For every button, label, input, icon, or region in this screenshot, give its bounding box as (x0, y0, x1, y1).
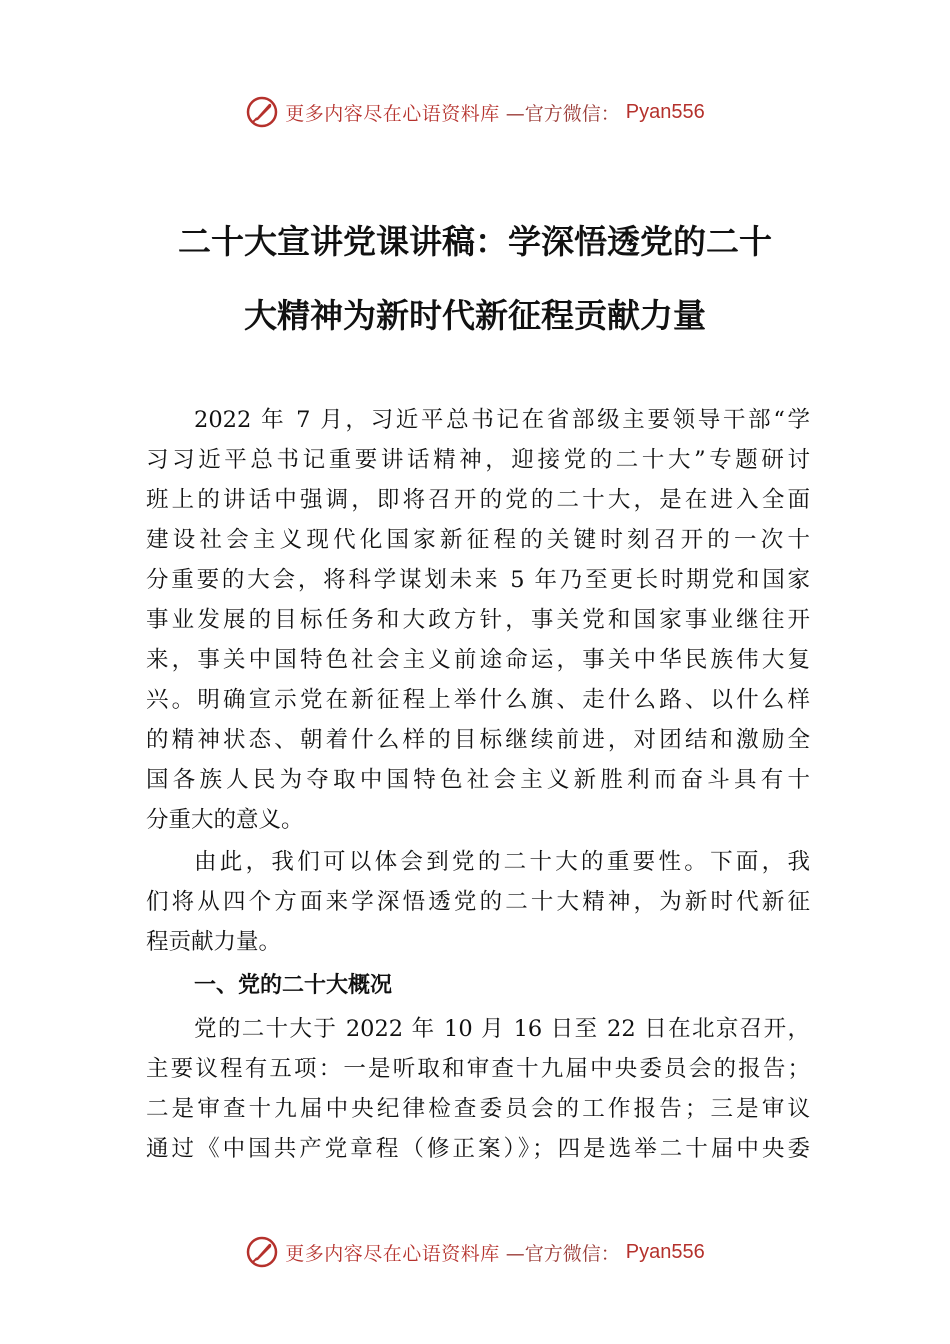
watermark-separator: —官方微信： (505, 102, 620, 125)
watermark-banner-bottom (0, 1232, 950, 1272)
watermark-text: 更多内容尽在心语资料库 (285, 1242, 500, 1265)
watermark-wechat-id: Pyan556 (625, 100, 705, 123)
watermark-wechat-id: Pyan556 (625, 1240, 705, 1263)
paragraph-transition (146, 842, 810, 962)
quill-logo-icon (245, 1235, 279, 1269)
paragraph-line: 习习近平总书记重要讲话精神，迎接党的二十大”专题研讨 (146, 447, 810, 473)
paragraph-line: 通过《中国共产党章程（修正案）》；四是选举二十届中央委 (146, 1136, 810, 1162)
paragraph-line: 国各族人民为夺取中国特色社会主义新胜利而奋斗具有十 (146, 767, 810, 793)
paragraph-line: 建设社会主义现代化国家新征程的关键时刻召开的一次十 (146, 527, 810, 553)
paragraph-line: 的精神状态、朝着什么样的目标继续前进，对团结和激励全 (146, 727, 810, 753)
section-heading-1: 一、党的二十大概况 (194, 973, 393, 998)
quill-logo-icon (245, 95, 279, 129)
paragraph-line: 党的二十大于 2022 年 10 月 16 日至 22 日在北京召开， (194, 1016, 810, 1042)
paragraph-line: 们将从四个方面来学深悟透党的二十大精神，为新时代新征 (146, 889, 810, 915)
paragraph-line: 班上的讲话中强调，即将召开的党的二十大，是在进入全面 (146, 487, 810, 513)
paragraph-line: 事业发展的目标任务和大政方针，事关党和国家事业继往开 (146, 607, 810, 633)
watermark-separator: —官方微信： (505, 1242, 620, 1265)
paragraph-line: 2022 年 7 月，习近平总书记在省部级主要领导干部“学 (194, 407, 810, 433)
paragraph-intro (146, 400, 810, 840)
paragraph-line: 由此，我们可以体会到党的二十大的重要性。下面，我 (194, 849, 810, 875)
paragraph-line: 程贡献力量。 (146, 929, 282, 955)
paragraph-line: 兴。明确宣示党在新征程上举什么旗、走什么路、以什么样 (146, 687, 810, 713)
paragraph-line: 二是审查十九届中央纪律检查委员会的工作报告；三是审议 (146, 1096, 810, 1122)
paragraph-line: 主要议程有五项：一是听取和审查十九届中央委员会的报告； (146, 1056, 810, 1082)
paragraph-line: 分重大的意义。 (146, 807, 304, 833)
paragraph-line: 分重要的大会，将科学谋划未来 5 年乃至更长时期党和国家 (146, 567, 810, 593)
section-1-body (146, 1009, 810, 1169)
watermark-banner-top (0, 92, 950, 132)
document-title-line-1: 二十大宣讲党课讲稿：学深悟透党的二十 (178, 222, 772, 261)
watermark-text: 更多内容尽在心语资料库 (285, 102, 500, 125)
paragraph-line: 来，事关中国特色社会主义前途命运，事关中华民族伟大复 (146, 647, 810, 673)
document-title-line-2: 大精神为新时代新征程贡献力量 (244, 296, 706, 335)
